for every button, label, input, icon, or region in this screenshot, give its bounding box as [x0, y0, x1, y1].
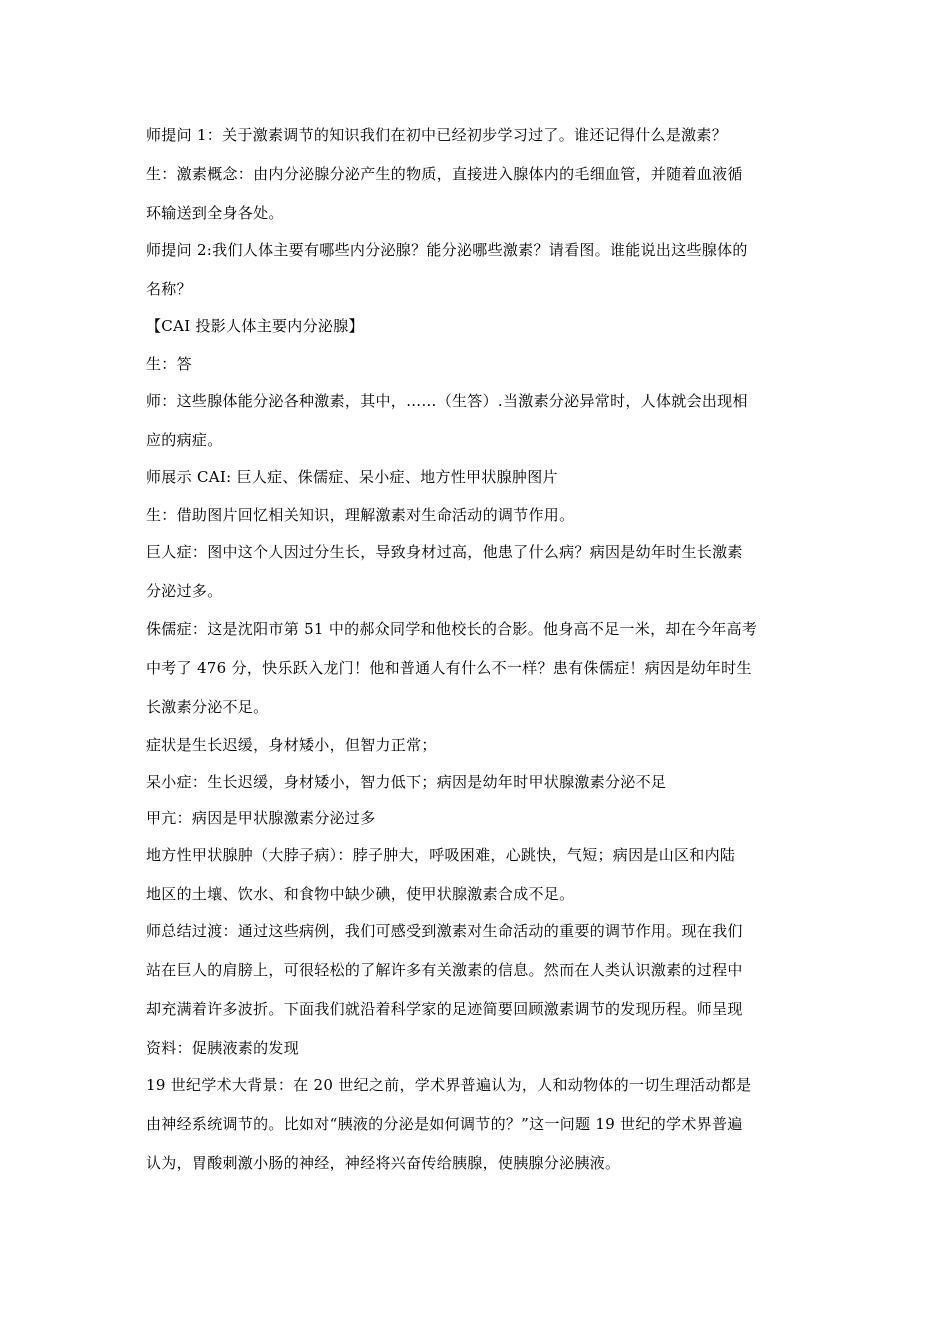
text-line: 师：这些腺体能分泌各种激素，其中，……（生答）.当激素分泌异常时，人体就会出现相 — [146, 392, 748, 410]
text-line: 应的病症。 — [146, 431, 223, 449]
text-line: 师提问 1：关于激素调节的知识我们在初中已经初步学习过了。谁还记得什么是激素？ — [146, 126, 728, 144]
text-line: 由神经系统调节的。比如对“胰液的分泌是如何调节的？”这一问题 19 世纪的学术界普遍 — [146, 1115, 743, 1133]
text-line: 长激素分泌不足。 — [146, 698, 269, 716]
text-line: 环输送到全身各处。 — [146, 204, 284, 222]
text-line: 生：答 — [146, 355, 192, 373]
text-line: 却充满着许多波折。下面我们就沿着科学家的足迹简要回顾激素调节的发现历程。师呈现 — [146, 1000, 743, 1018]
text-line: 师展示 CAI: 巨人症、侏儒症、呆小症、地方性甲状腺肿图片 — [146, 468, 558, 486]
text-line: 生：激素概念：由内分泌腺分泌产生的物质，直接进入腺体内的毛细血管，并随着血液循 — [146, 165, 743, 183]
text-line: 【CAI 投影人体主要内分泌腺】 — [146, 317, 364, 335]
text-line: 站在巨人的肩膀上，可很轻松的了解许多有关激素的信息。然而在人类认识激素的过程中 — [146, 961, 743, 979]
text-line: 症状是生长迟缓，身材矮小，但智力正常； — [146, 736, 437, 754]
text-line: 甲亢：病因是甲状腺激素分泌过多 — [146, 809, 376, 827]
text-line: 资料：促胰液素的发现 — [146, 1039, 300, 1057]
text-line: 侏儒症：这是沈阳市第 51 中的郝众同学和他校长的合影。他身高不足一米，却在今年高考 — [146, 620, 758, 638]
text-line: 师提问 2:我们人体主要有哪些内分泌腺？能分泌哪些激素？请看图。谁能说出这些腺体的 — [146, 241, 748, 259]
text-line: 19 世纪学术大背景：在 20 世纪之前，学术界普遍认为，人和动物体的一切生理活动都是 — [146, 1076, 752, 1094]
text-line: 呆小症：生长迟缓，身材矮小，智力低下；病因是幼年时甲状腺激素分泌不足 — [146, 773, 667, 791]
text-line: 认为，胃酸刺激小肠的神经，神经将兴奋传给胰腺，使胰腺分泌胰液。 — [146, 1154, 621, 1172]
text-line: 分泌过多。 — [146, 582, 223, 600]
text-line: 师总结过渡：通过这些病例，我们可感受到激素对生命活动的重要的调节作用。现在我们 — [146, 922, 743, 940]
text-line: 生：借助图片回忆相关知识，理解激素对生命活动的调节作用。 — [146, 506, 575, 524]
text-line: 巨人症：图中这个人因过分生长，导致身材过高，他患了什么病？病因是幼年时生长激素 — [146, 543, 743, 561]
text-line: 名称？ — [146, 280, 192, 298]
text-line: 地区的土壤、饮水、和食物中缺少碘，使甲状腺激素合成不足。 — [146, 885, 575, 903]
text-line: 中考了 476 分，快乐跃入龙门！他和普通人有什么不一样？患有侏儒症！病因是幼年时生 — [146, 659, 752, 677]
text-line: 地方性甲状腺肿（大脖子病）：脖子肿大，呼吸困难，心跳快，气短；病因是山区和内陆 — [146, 846, 736, 864]
